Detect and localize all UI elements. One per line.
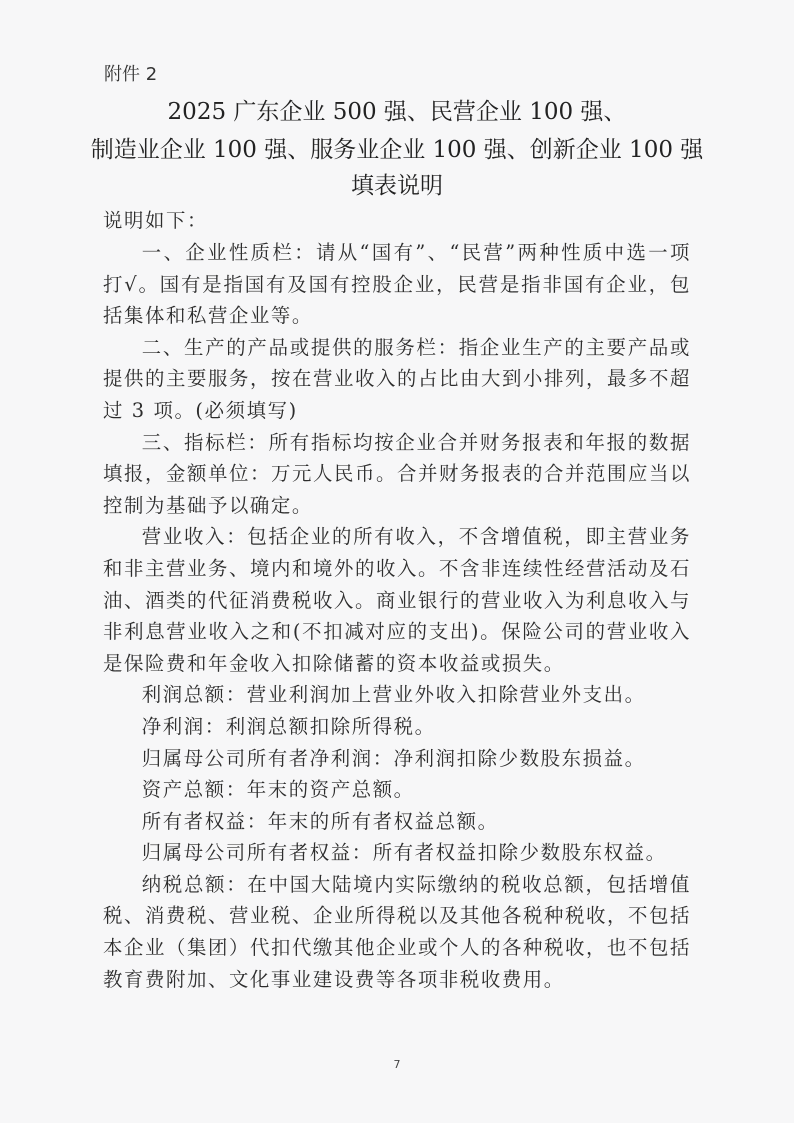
attachment-label: 附件 2 <box>104 64 158 85</box>
paragraph-total-tax: 纳税总额：在中国大陆境内实际缴纳的税收总额，包括增值税、消费税、营业税、企业所得税以及其他各税种税收，不包括本企业（集团）代扣代缴其他企业或个人的各种税收，也不包括教育费附加、文化事业建设费等各项非税收费用。 <box>103 872 691 991</box>
paragraph-net-profit: 净利润：利润总额扣除所得税。 <box>141 714 436 738</box>
paragraph-total-profit: 利润总额：营业利润加上营业外收入扣除营业外支出。 <box>141 683 646 707</box>
title-line-3: 填表说明 <box>351 173 443 199</box>
intro-text: 说明如下： <box>103 209 208 232</box>
paragraph-enterprise-nature: 一、企业性质栏：请从“国有”、“民营”两种性质中选一项打√。国有是指国有及国有控股企业，民营是指非国有企业，包括集体和私营企业等。 <box>103 241 691 328</box>
paragraph-indicators: 三、指标栏：所有指标均按企业合并财务报表和年报的数据填报，金额单位：万元人民币。合并财务报表的合并范围应当以控制为基础予以确定。 <box>103 430 691 517</box>
paragraph-products-services: 二、生产的产品或提供的服务栏：指企业生产的主要产品或提供的主要服务，按在营业收入的占比由大到小排列，最多不超过 3 项。(必须填写) <box>103 335 691 422</box>
page-number: 7 <box>393 1058 401 1071</box>
title-line-1: 2025 广东企业 500 强、民营企业 100 强、 <box>167 99 627 125</box>
paragraph-total-assets: 资产总额：年末的资产总额。 <box>141 778 415 802</box>
paragraph-operating-revenue: 营业收入：包括企业的所有收入，不含增值税，即主营业务和非主营业务、境内和境外的收入。不含非连续性经营活动及石油、酒类的代征消费税收入。商业银行的营业收入为利息收入与非利息营业收入之和(不扣减对应的支出)。保险公司的营业收入是保险费和年金收入扣除储蓄的资本收益或损失。 <box>103 525 691 675</box>
body-text <box>103 237 691 995</box>
title-line-2: 制造业企业 100 强、服务业企业 100 强、创新企业 100 强 <box>90 137 704 163</box>
paragraph-parent-owners-equity: 归属母公司所有者权益：所有者权益扣除少数股东权益。 <box>141 841 667 865</box>
paragraph-parent-net-profit: 归属母公司所有者净利润：净利润扣除少数股东损益。 <box>141 746 646 770</box>
paragraph-owners-equity: 所有者权益：年末的所有者权益总额。 <box>141 809 499 833</box>
